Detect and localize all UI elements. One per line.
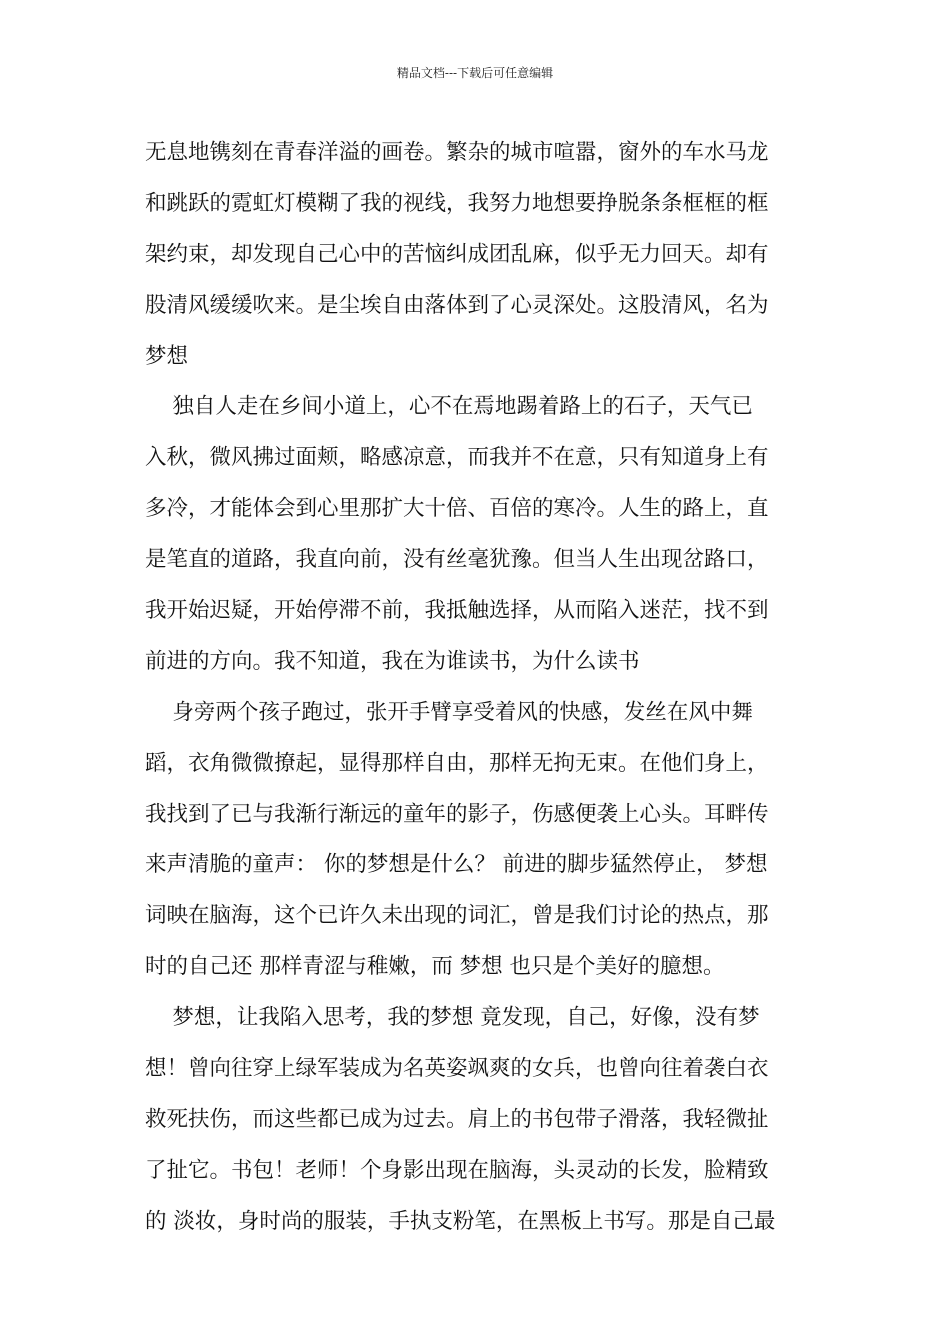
text-line: 梦想，让我陷入思考，我的梦想 竟发现，自己，好像，没有梦 bbox=[145, 1005, 760, 1031]
text-line: 想！曾向往穿上绿军装成为名英姿飒爽的女兵，也曾向往着袭白衣 bbox=[145, 1056, 769, 1082]
text-line: 梦想 bbox=[145, 343, 189, 369]
page-header: 精品文档---下载后可任意编辑 bbox=[396, 66, 554, 80]
document-body bbox=[145, 131, 809, 1251]
text-line: 的 淡妆，身时尚的服装，手执支粉笔，在黑板上书写。那是自己最 bbox=[145, 1208, 776, 1234]
text-line: 股清风缓缓吹来。是尘埃自由落体到了心灵深处。这股清风，名为 bbox=[145, 292, 769, 318]
text-line: 时的自己还 那样青涩与稚嫩，而 梦想 也只是个美好的臆想。 bbox=[145, 954, 725, 980]
text-line: 架约束，却发现自己心中的苦恼纠成团乱麻，似乎无力回天。却有 bbox=[145, 241, 769, 267]
text-line: 来声清脆的童声： 你的梦想是什么？ 前进的脚步猛然停止， 梦想 bbox=[145, 852, 768, 878]
text-line: 词映在脑海，这个已许久未出现的词汇，曾是我们讨论的热点，那 bbox=[145, 903, 769, 929]
text-line: 入秋，微风拂过面颊，略感凉意，而我并不在意，只有知道身上有 bbox=[145, 445, 769, 471]
text-line: 是笔直的道路，我直向前，没有丝毫犹豫。但当人生出现岔路口， bbox=[145, 547, 769, 573]
text-line: 了扯它。书包！老师！个身影出现在脑海，头灵动的长发，脸精致 bbox=[145, 1157, 769, 1183]
text-line: 独自人走在乡间小道上，心不在焉地踢着路上的石子，天气已 bbox=[145, 394, 753, 420]
text-line: 救死扶伤，而这些都已成为过去。肩上的书包带子滑落，我轻微扯 bbox=[145, 1106, 769, 1132]
text-line: 无息地镌刻在青春洋溢的画卷。繁杂的城市喧嚣，窗外的车水马龙 bbox=[145, 140, 769, 165]
text-line: 和跳跃的霓虹灯模糊了我的视线，我努力地想要挣脱条条框框的框 bbox=[145, 190, 769, 216]
text-line: 前进的方向。我不知道，我在为谁读书，为什么读书 bbox=[145, 648, 640, 674]
text-line: 我开始迟疑，开始停滞不前，我抵触选择，从而陷入迷茫，找不到 bbox=[145, 598, 769, 624]
text-line: 我找到了已与我渐行渐远的童年的影子，伤感便袭上心头。耳畔传 bbox=[145, 801, 769, 827]
text-line: 多冷，才能体会到心里那扩大十倍、百倍的寒冷。人生的路上，直 bbox=[145, 496, 769, 522]
text-line: 蹈，衣角微微撩起，显得那样自由，那样无拘无束。在他们身上， bbox=[145, 750, 769, 776]
text-line: 身旁两个孩子跑过，张开手臂享受着风的快感，发丝在风中舞 bbox=[145, 699, 753, 725]
